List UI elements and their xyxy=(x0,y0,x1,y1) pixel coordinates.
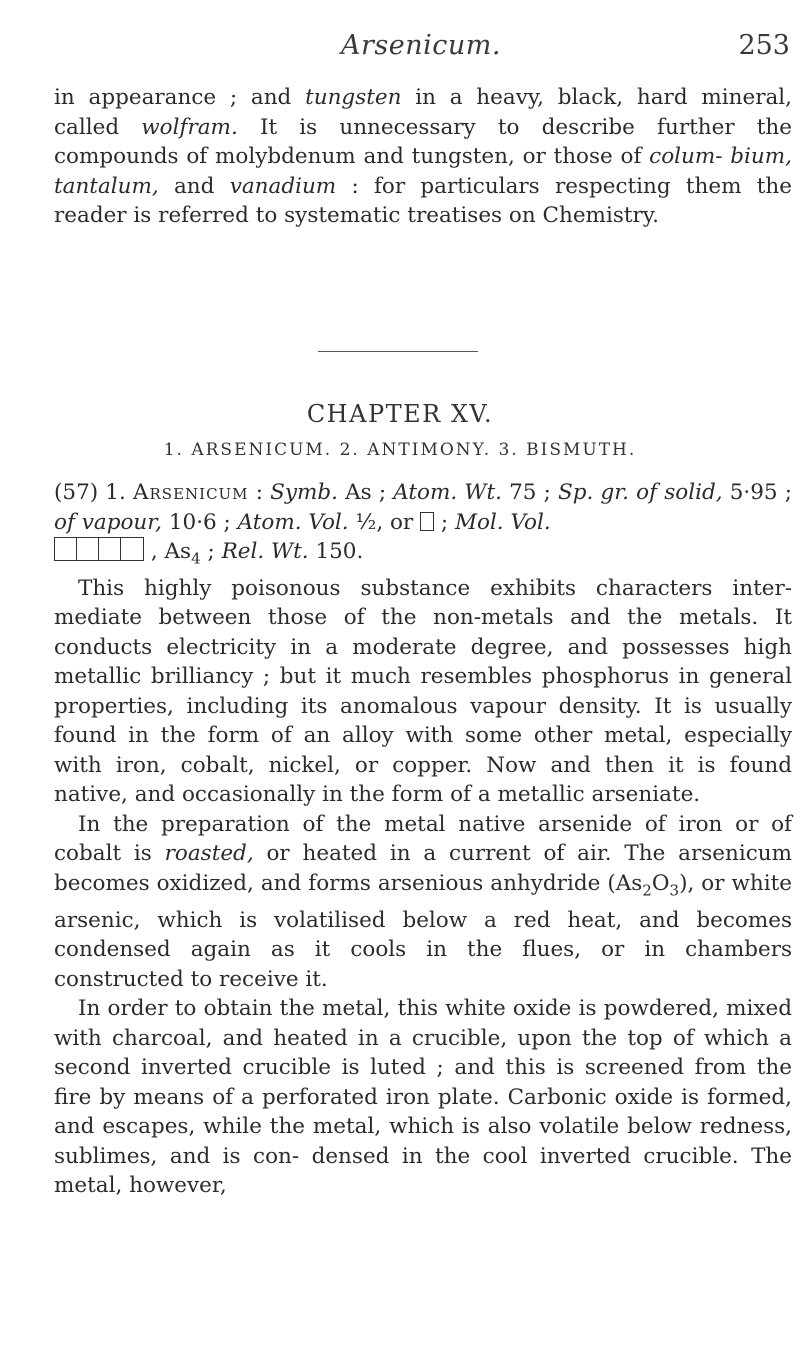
page-number: 253 xyxy=(738,30,790,61)
paragraph-properties: This highly poisonous substance exhibits characters inter- mediate between those of the non-metals and the metals. It conducts electricity in a moderate degree, and possesses high metallic brilliancy ; but it much resembles phosphorus in general properties, including its anomalous vapour density. It is usually found in the form of an alloy with some other metal, especially with iron, cobalt, nickel, or copper. Now and then it is found native, and occasionally in the form of a metallic arseniate. xyxy=(54,575,792,808)
running-title: Arsenicum. xyxy=(341,30,501,61)
chapter-subheading: 1. ARSENICUM. 2. ANTIMONY. 3. BISMUTH. xyxy=(163,440,637,460)
paragraph-reduction: In order to obtain the metal, this white oxide is powdered, mixed with charcoal, and heated in a crucible, upon the top of which a second inverted crucible is luted ; and this is screened from the fire by means of a perforated iron plate. Carbonic oxide is formed, and escapes, while the metal, which is also volatile below redness, sublimes, and is con- densed in the cool inverted crucible. The metal, however, xyxy=(54,996,792,1199)
atom-volume-symbol xyxy=(420,512,434,531)
running-head xyxy=(52,30,790,70)
chapter-heading: CHAPTER XV. xyxy=(306,400,494,428)
arsenicum-entry: (57) 1. Arsenicum : Symb. As ; Atom. Wt. 75 ; Sp. gr. of solid, 5·95 ; of vapour, 10·6 ; Atom. Vol. ½, or ; Mol. Vol. , $As_4$ ; Rel. Wt. 150. This highly poisonous substance exhibits characters inter- mediate between those of the non-metals and the metals. It conducts electricity in a moderate degree, and possesses high metallic brilliancy ; but it much resembles phosphorus in general properties, including its anomalous vapour density. It is usually found in the form of an alloy with some other metal, especially with iron, cobalt, nickel, or copper. Now and then it is found native, and occasionally in the form of a metallic arseniate. In the preparation of the metal native arsenide of iron or of cobalt is roasted, or heated in a current of air. The arsenicum becomes oxidized, and forms arsenious anhydride $(As_2O_3)$, or white arsenic, which is volatilised below a red heat, and becomes condensed again as it cools in the flues, or in chambers constructed to receive it. In order to obtain the metal, this white oxide is powdered, mixed with charcoal, and heated in a crucible, upon the top of which a second inverted crucible is luted ; and this is screened from the fire by means of a perforated iron plate. Carbonic oxide is formed, and escapes, while the metal, which is also volatile below redness, sublimes, and is con- densed in the cool inverted crucible. The metal, however, xyxy=(54,478,792,1201)
section-divider xyxy=(318,351,478,352)
molecular-volume-symbol xyxy=(54,537,144,561)
element-name: Arsenicum xyxy=(132,480,249,505)
paragraph-preparation: In the preparation of the metal native arsenide of iron or of cobalt is roasted, or heated in a current of air. The arsenicum becomes oxidized, and forms arsenious anhydride $(As_2O_3)$, or white arsenic, which is volatilised below a red heat, and becomes condensed again as it cools in the flues, or in chambers constructed to receive it. xyxy=(54,811,792,992)
intro-paragraph: in appearance ; and tungsten in a heavy, black, hard mineral, called wolfram. It is unnecessary to describe further the compounds of molybdenum and tungsten, or those of colum- bium, tantalum, and vanadium : for particulars respecting them the reader is referred to systematic treatises on Chemistry. xyxy=(54,85,793,228)
